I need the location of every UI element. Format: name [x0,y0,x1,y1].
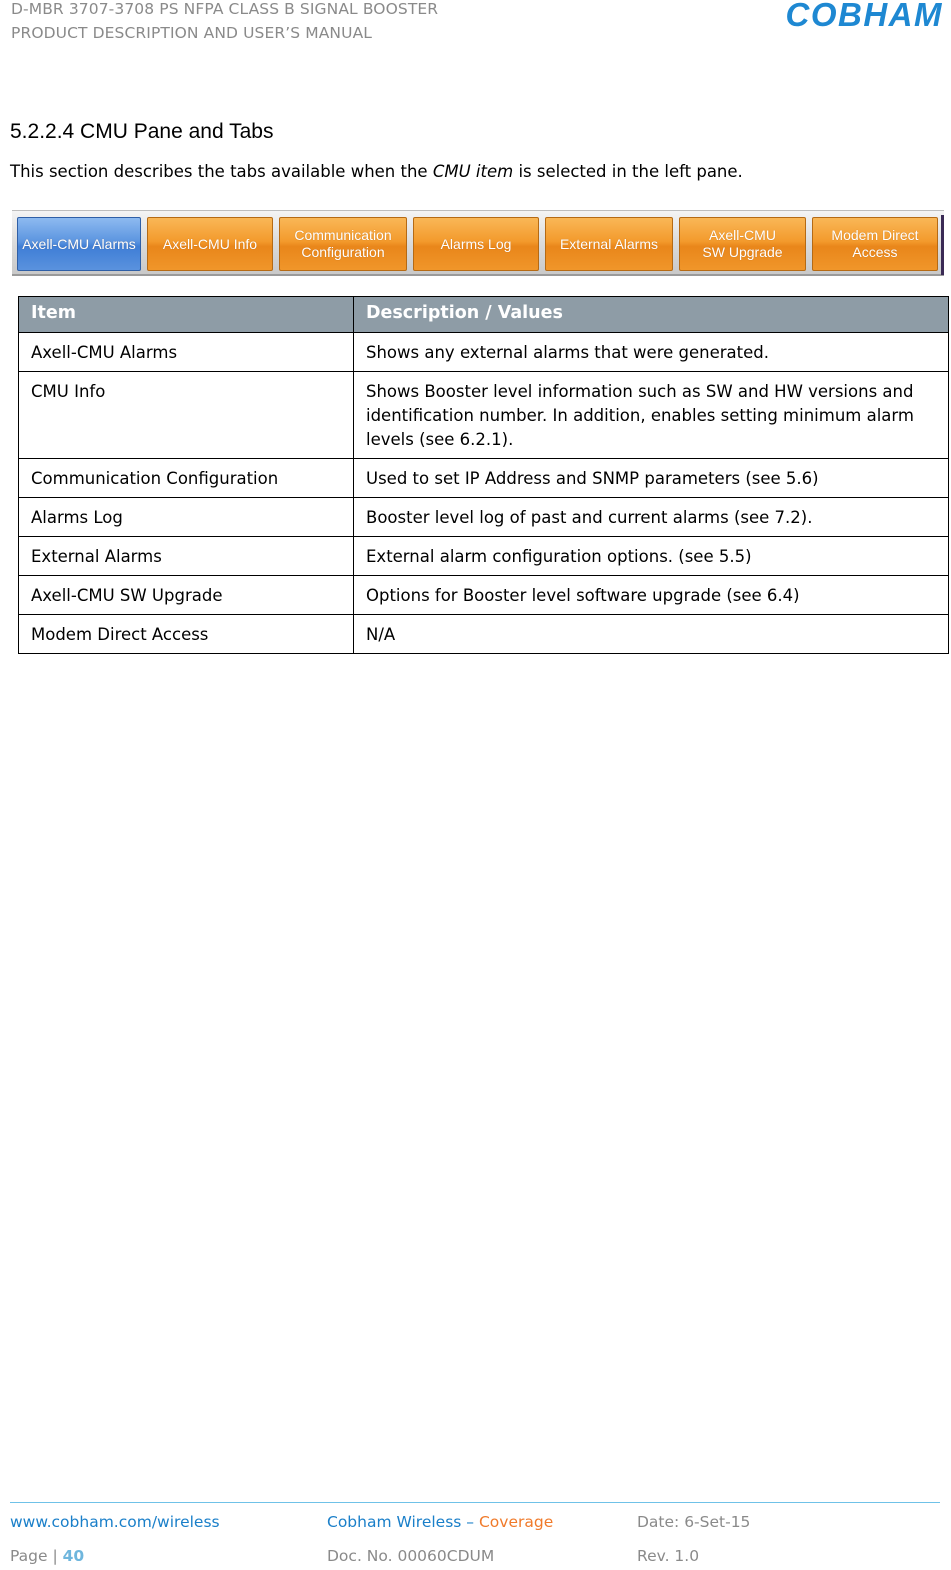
tab-axell-cmu-alarms[interactable]: Axell-CMU Alarms [17,217,141,271]
row-description: Shows Booster level information such as SW and HW versions and identification number. In addition, enables setting minimum alarm levels (see 6.2.1). [354,372,949,459]
row-description: Shows any external alarms that were generated. [354,333,949,372]
table-header-row [19,297,949,333]
doc-header-title: D-MBR 3707-3708 PS NFPA CLASS B SIGNAL BOOSTER [11,0,439,18]
cmu-tab-bar [12,210,944,276]
tab-axell-cmu-sw-upgrade[interactable]: Axell-CMU SW Upgrade [679,217,806,271]
doc-header-subtitle: PRODUCT DESCRIPTION AND USER’S MANUAL [11,24,373,42]
footer-website-link[interactable]: www.cobham.com/wireless [10,1513,220,1531]
page-number: 40 [62,1547,85,1565]
cobham-logo [749,0,945,30]
table-row [19,459,949,498]
tab-alarms-log[interactable]: Alarms Log [413,217,539,271]
footer-revision: Rev. 1.0 [637,1547,700,1565]
section-intro: This section describes the tabs available when the CMU item is selected in the left pane. [10,162,743,181]
tab-external-alarms[interactable]: External Alarms [545,217,673,271]
row-item: Axell-CMU Alarms [19,333,354,372]
table-row [19,333,949,372]
row-item: Communication Configuration [19,459,354,498]
row-item: Axell-CMU SW Upgrade [19,576,354,615]
tab-bar-edge [941,215,944,275]
row-item: Alarms Log [19,498,354,537]
header-item: Item [19,297,354,333]
tab-communication-configuration[interactable]: Communication Configuration [279,217,407,271]
row-description: Booster level log of past and current alarms (see 7.2). [354,498,949,537]
row-description: External alarm configuration options. (see 5.5) [354,537,949,576]
footer-divider [10,1502,940,1503]
row-item: CMU Info [19,372,354,459]
row-description: Options for Booster level software upgrade (see 6.4) [354,576,949,615]
header-description: Description / Values [354,297,949,333]
row-description: N/A [354,615,949,654]
section-heading: 5.2.2.4 CMU Pane and Tabs [10,120,274,143]
table-row [19,615,949,654]
footer-date: Date: 6-Set-15 [637,1513,751,1531]
row-item: External Alarms [19,537,354,576]
tab-description-table [18,296,949,654]
table-row [19,537,949,576]
table-row [19,576,949,615]
tab-axell-cmu-info[interactable]: Axell-CMU Info [147,217,273,271]
footer-company: Cobham Wireless – Coverage [327,1513,554,1531]
tab-modem-direct-access[interactable]: Modem Direct Access [812,217,938,271]
table-row [19,498,949,537]
footer-page: Page | 40 [10,1547,85,1565]
row-item: Modem Direct Access [19,615,354,654]
svg-text:COBHAM: COBHAM [785,0,943,30]
footer-doc-number: Doc. No. 00060CDUM [327,1547,495,1565]
table-row [19,372,949,459]
cmu-item-emphasis: CMU item [432,162,514,181]
row-description: Used to set IP Address and SNMP parameters (see 5.6) [354,459,949,498]
